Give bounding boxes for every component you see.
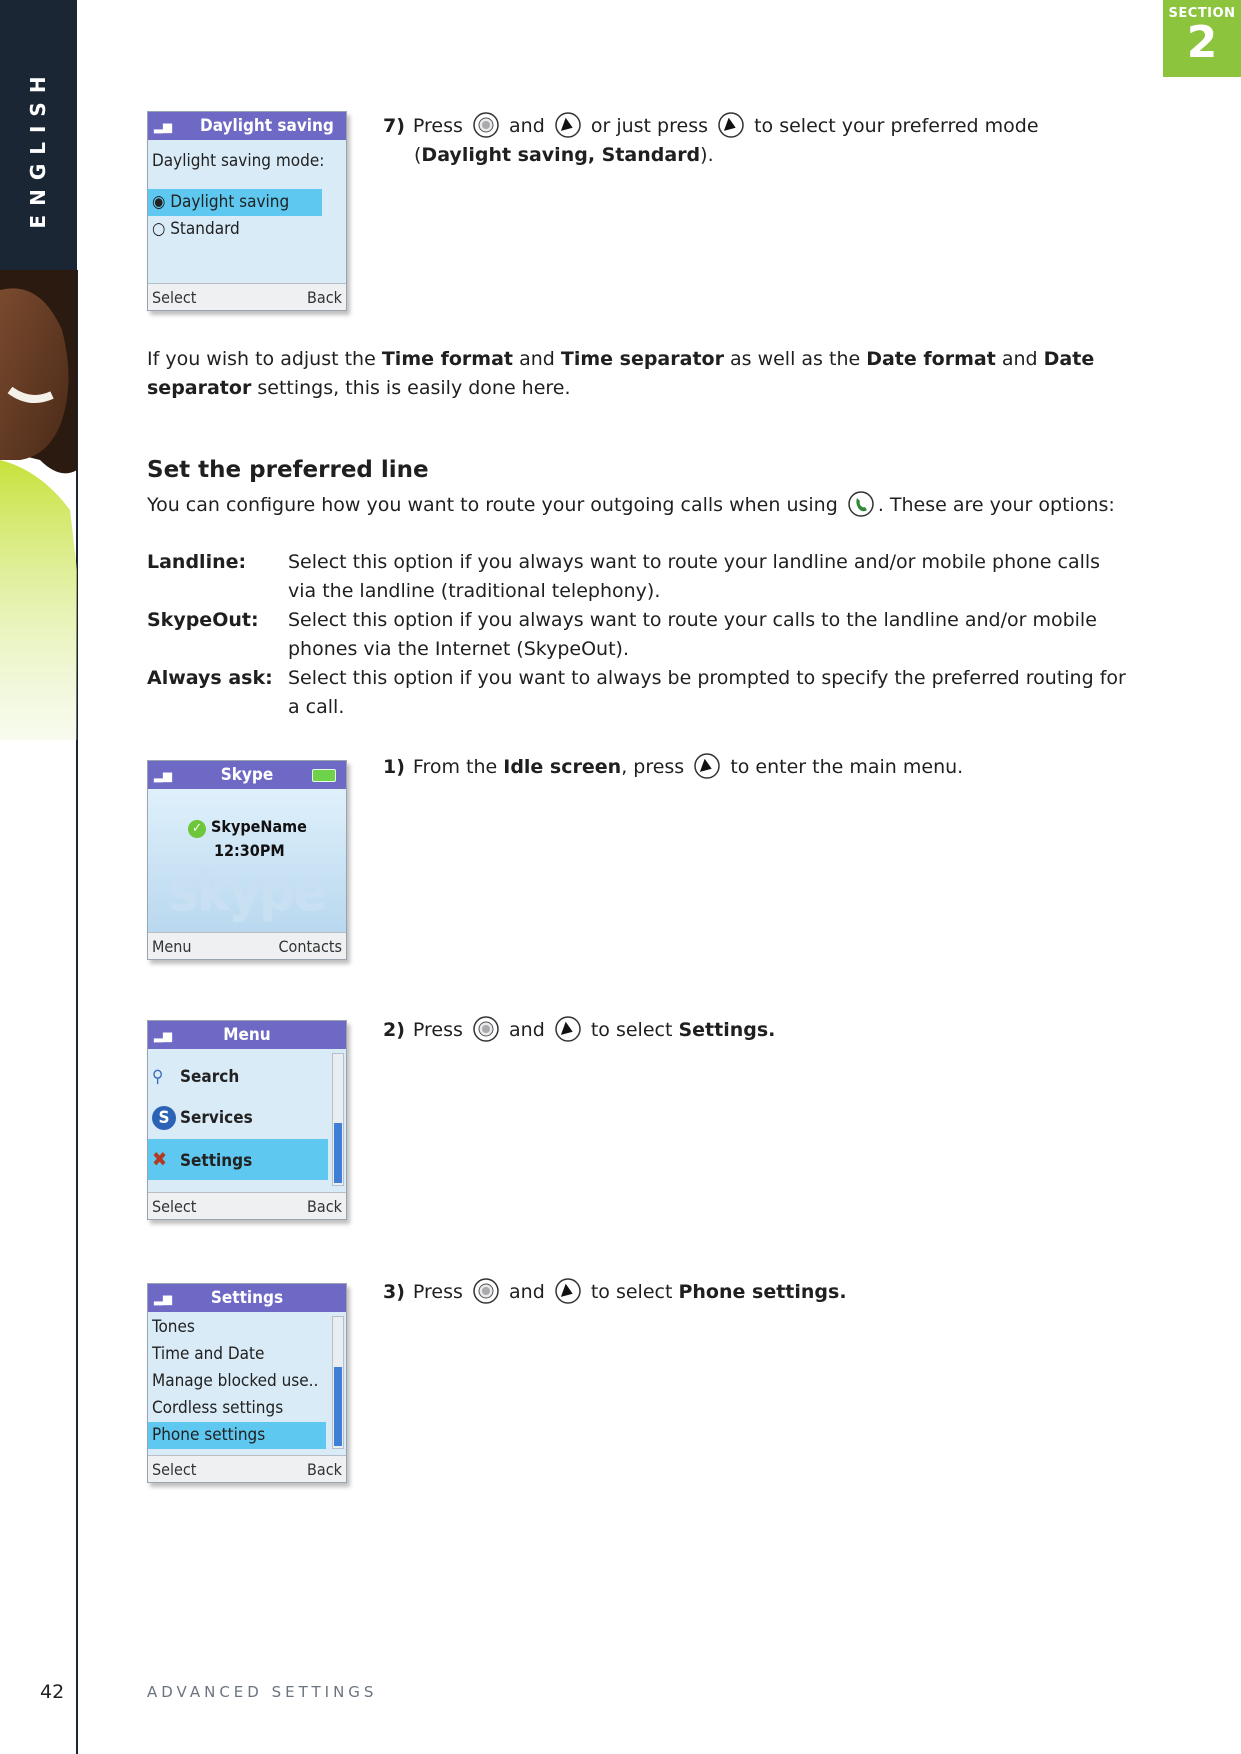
section-label: SECTION [1168, 6, 1236, 21]
select-key-icon [554, 1015, 582, 1043]
checkmark-icon: ✓ [188, 820, 206, 838]
option-always-ask: Always ask: Select this option if you want to always be prompted to specify the preferred routing for a call. [147, 667, 1126, 718]
step-2: 2) Press and to select Settings. [383, 1015, 1103, 1045]
step-3: 3) Press and to select Phone settings. [383, 1277, 1103, 1307]
nav-key-icon [472, 1015, 500, 1043]
softkey-menu[interactable]: Menu [152, 936, 192, 956]
person-photo [0, 270, 77, 740]
select-key-icon [717, 111, 745, 139]
step-1: 1) From the Idle screen, press to enter the main menu. [383, 752, 1103, 782]
mode-prompt: Daylight saving mode: [152, 151, 325, 171]
menu-item-settings[interactable]: ✖ Settings [148, 1139, 328, 1180]
language-label: ENGLISH [26, 67, 50, 229]
screen-title: Settings [210, 1288, 284, 1308]
battery-icon [312, 769, 336, 782]
softkey-contacts[interactable]: Contacts [278, 936, 342, 956]
option-daylight-saving[interactable]: ◉ Daylight saving [148, 189, 322, 216]
option-landline: Landline: Select this option if you always want to route your landline and/or mobile phone calls via the landline (traditional telephony). [147, 551, 1101, 602]
step-7: 7) Press and or just press to select your preferred mode (Daylight saving, Standard). [383, 111, 1134, 170]
call-key-icon [847, 490, 875, 518]
menu-item-services[interactable]: S Services [148, 1098, 346, 1139]
screen-title: Skype [220, 765, 274, 785]
signal-icon: ▂▅ [154, 1290, 172, 1306]
clock: 12:30PM [214, 841, 285, 860]
time-format-paragraph: If you wish to adjust the Time format and Time separator as well as the Date format and Date separator settings, this is easily done here. [147, 348, 1095, 399]
section-heading: Set the preferred line [147, 457, 429, 483]
settings-item-phone[interactable]: Phone settings [148, 1422, 326, 1449]
signal-icon: ▂▅ [154, 1027, 172, 1043]
watermark: skype [168, 859, 326, 924]
softkey-back[interactable]: Back [307, 287, 342, 307]
nav-key-icon [472, 111, 500, 139]
screen-title: Menu [223, 1025, 271, 1045]
softkey-select[interactable]: Select [152, 1196, 197, 1216]
select-key-icon [554, 1277, 582, 1305]
softkey-select[interactable]: Select [152, 1459, 197, 1479]
settings-item-time-and-date[interactable]: Time and Date [152, 1344, 265, 1364]
settings-item-cordless[interactable]: Cordless settings [152, 1398, 284, 1418]
preferred-intro: You can configure how you want to route your outgoing calls when using . These are your options: [147, 490, 1127, 520]
skype-s-icon: S [152, 1106, 176, 1130]
settings-item-tones[interactable]: Tones [152, 1317, 195, 1337]
screen-title: Daylight saving [200, 116, 334, 136]
select-key-icon [693, 752, 721, 780]
screen-settings [147, 1283, 347, 1483]
screen-idle-skype [147, 760, 347, 960]
signal-icon: ▂▅ [154, 767, 172, 783]
select-key-icon [554, 111, 582, 139]
option-standard[interactable]: ○ Standard [152, 219, 240, 239]
signal-icon: ▂▅ [154, 118, 172, 134]
options-list [147, 548, 1127, 718]
footer-title: ADVANCED SETTINGS [147, 1683, 378, 1701]
skype-name: SkypeName [211, 817, 307, 836]
softkey-select[interactable]: Select [152, 287, 197, 307]
settings-tools-icon: ✖ [152, 1147, 168, 1171]
softkey-back[interactable]: Back [307, 1196, 342, 1216]
softkey-back[interactable]: Back [307, 1459, 342, 1479]
nav-key-icon [472, 1277, 500, 1305]
search-icon: ⚲ [152, 1067, 164, 1087]
section-number: 2 [1186, 17, 1218, 68]
option-skypeout: SkypeOut: Select this option if you always want to route your calls to the landline and/or mobile phones via the Internet (SkypeOut). [147, 609, 1097, 660]
page-number: 42 [40, 1681, 65, 1703]
menu-item-search[interactable]: ⚲ Search [148, 1057, 346, 1098]
screen-daylight-saving [147, 111, 347, 311]
screen-menu [147, 1020, 347, 1220]
settings-item-manage-blocked[interactable]: Manage blocked use.. [152, 1371, 319, 1391]
section-tab [1163, 0, 1241, 77]
